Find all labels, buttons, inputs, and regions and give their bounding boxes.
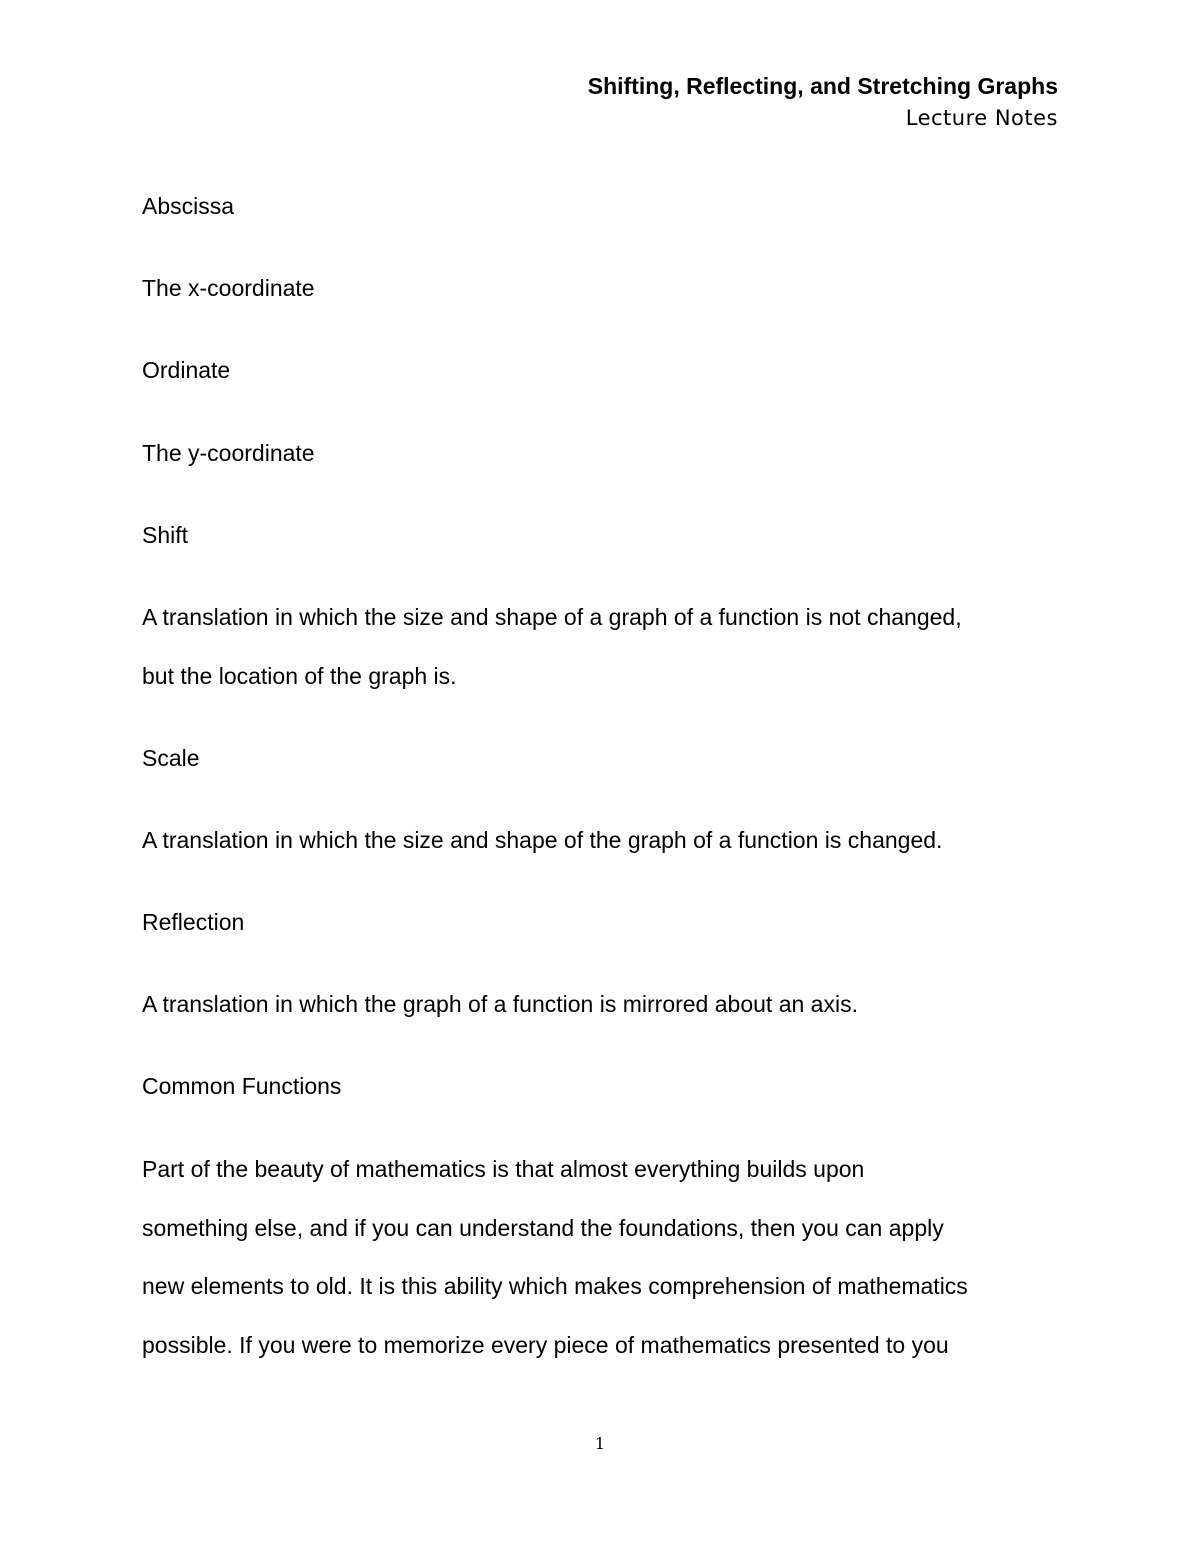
- definition-reflection: A translation in which the graph of a function is mirrored about an axis.: [142, 991, 858, 1017]
- definition-shift-line: A translation in which the size and shape of a graph of a function is not changed,: [142, 604, 962, 630]
- paragraph-line: Part of the beauty of mathematics is that almost everything builds upon: [142, 1156, 865, 1182]
- paragraph-line: possible. If you were to memorize every piece of mathematics presented to you: [142, 1331, 949, 1358]
- definition-shift: [142, 601, 1072, 718]
- term-shift: Shift: [142, 522, 189, 548]
- page-header: [588, 70, 1058, 134]
- term-reflection: Reflection: [142, 909, 245, 935]
- definition-abscissa: The x-coordinate: [142, 275, 315, 301]
- term-abscissa: Abscissa: [142, 193, 235, 219]
- definition-scale: A translation in which the size and shape of the graph of a function is changed.: [142, 827, 943, 853]
- paragraph-line: something else, and if you can understand the foundations, then you can apply: [142, 1214, 944, 1241]
- page-number: 1: [594, 1434, 606, 1453]
- term-scale: Scale: [142, 745, 200, 771]
- definition-shift-line: but the location of the graph is.: [142, 662, 457, 689]
- heading-common-functions: Common Functions: [142, 1073, 342, 1099]
- definition-ordinate: The y-coordinate: [142, 440, 315, 466]
- document-title: Shifting, Reflecting, and Stretching Graphs: [587, 73, 1058, 99]
- common-functions-paragraph: [142, 1153, 1072, 1387]
- paragraph-line: new elements to old. It is this ability which makes comprehension of mathematics: [142, 1273, 968, 1299]
- term-ordinate: Ordinate: [142, 357, 231, 383]
- document-subtitle: Lecture Notes: [905, 106, 1058, 130]
